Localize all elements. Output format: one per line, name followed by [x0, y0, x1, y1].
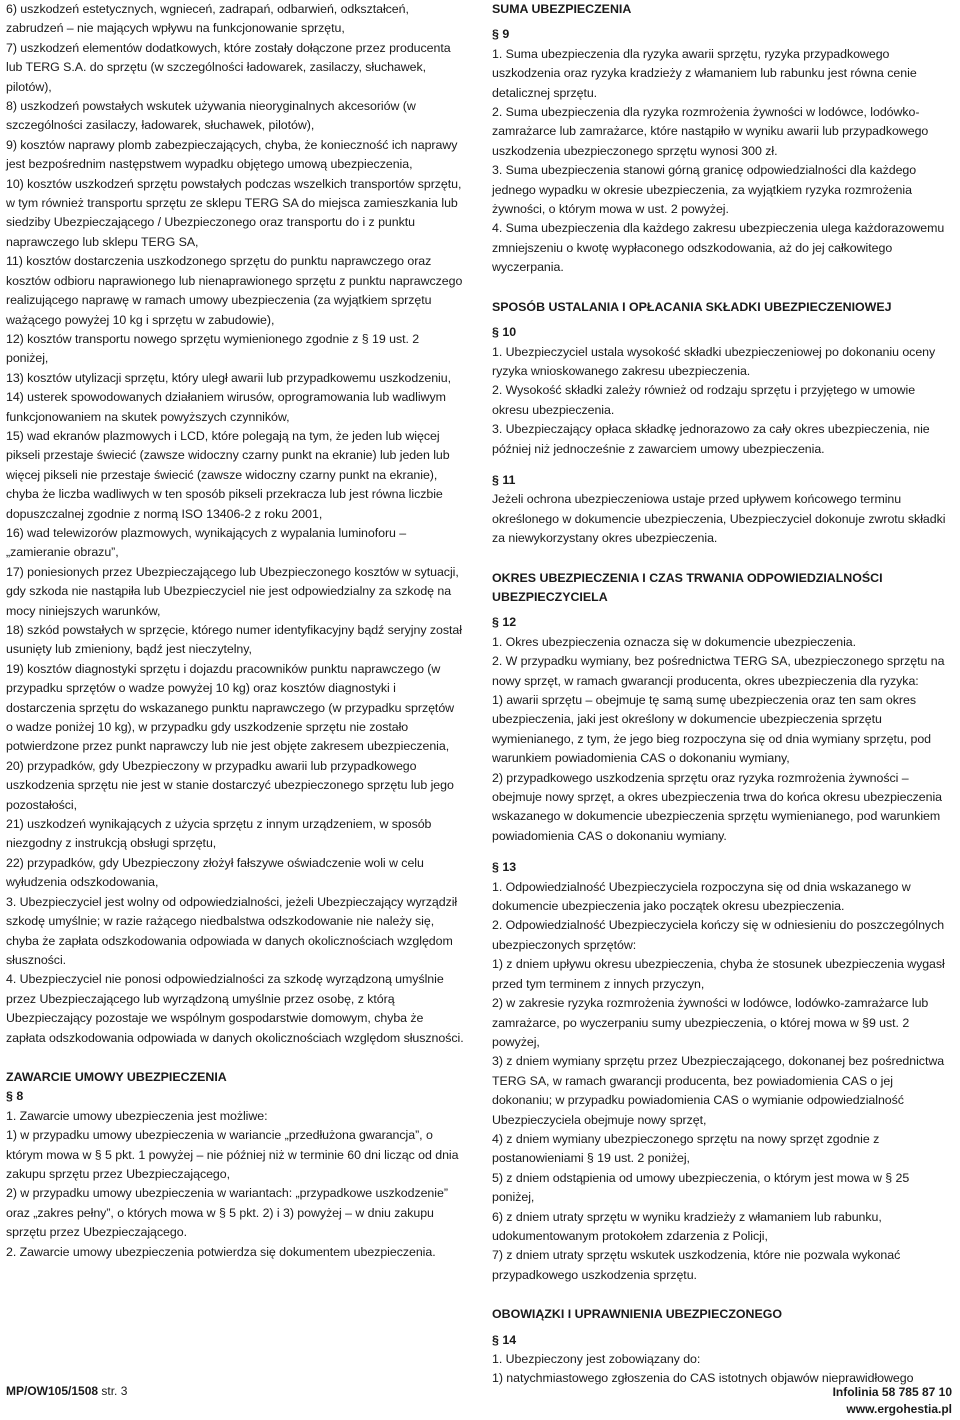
exclusion-item-11: 11) kosztów dostarczenia uszkodzonego sprzętu do punktu naprawczego oraz kosztów odbioru naprawionego lub nienaprawionego sprzętu z punktu naprawczego realizującego naprawę w ramach umowy ubezpieczenia (za wyjątkiem sprzętu ważącego powyżej 10 kg i sprzętu w zabudowie), — [6, 254, 463, 327]
para-13-2-1: 1) z dniem upływu okresu ubezpieczenia, chyba że stosunek ubezpieczenia wygasł przed tym terminem z innych przyczyn, — [492, 957, 945, 991]
para-10-2: 2. Wysokość składki zależy również od rodzaju sprzętu i przyjętego w umowie okresu ubezpieczenia. — [492, 383, 916, 417]
exclusion-item-16: 16) wad telewizorów plazmowych, wynikających z wypalania luminoforu – „zamieranie obrazu”, — [6, 525, 407, 560]
section-mark-11: § 11 — [492, 472, 516, 487]
hotline-number: Infolinia 58 785 87 10 — [832, 1385, 952, 1399]
para-14-1: 1. Ubezpieczony jest zobowiązany do: — [492, 1352, 701, 1366]
para-9-4: 4. Suma ubezpieczenia dla każdego zakresu ubezpieczenia ulega każdorazowemu zmniejszeniu o kwotę wypłaconego odszkodowania, aż do jej całkowitego wyczerpania. — [492, 221, 945, 275]
exclusion-item-20: 20) przypadków, gdy Ubezpieczony w przypadku awarii lub przypadkowego uszkodzenia sprzętu nie jest w stanie dostarczyć ubezpieczonego sprzętu lub jego pozostałości, — [6, 758, 454, 812]
para-13-1: 1. Odpowiedzialność Ubezpieczyciela rozpoczyna się od dnia wskazanego w dokumencie ubezpieczenia jako początek okresu ubezpieczenia. — [492, 879, 911, 914]
section-mark-13: § 13 — [492, 860, 517, 875]
para-8-1: 1. Zawarcie umowy ubezpieczenia jest możliwe: — [6, 1108, 268, 1123]
page-number: str. 3 — [101, 1384, 128, 1398]
para-12-2-2: 2) przypadkowego uszkodzenia sprzętu oraz ryzyka rozmrożenia żywności – obejmuje nowy sprzęt, a okres ubezpieczenia trwa do końca okresu ubezpieczenia wskazanego w dokumencie ubezpieczenia sprzętu wymienianego, pod warunkiem powiadomienia CAS o dokonaniu wymiany. — [492, 770, 942, 843]
para-13-2-3: 3) z dniem wymiany sprzętu przez Ubezpieczającego, dokonanej bez pośrednictwa TERG SA, w ramach gwarancji producenta, bez powiadomienia CAS o jej dokonaniu; w przypadku powiadomienia CAS o wymianie odpowiedzialność Ubezpieczyciela obejmuje nowy sprzęt, — [492, 1054, 945, 1127]
para-13-2: 2. Odpowiedzialność Ubezpieczyciela kończy się w odniesieniu do poszczególnych ubezpieczonych sprzętów: — [492, 918, 945, 952]
para-9-2: 2. Suma ubezpieczenia dla ryzyka rozmrożenia żywności w lodówce, lodówko-zamrażarce lub zamrażarce, które nastąpiło w wyniku awarii lub przypadkowego uszkodzenia ubezpieczonego sprzętu wynosi 300 zł. — [492, 105, 929, 158]
section-heading-zawarcie: ZAWARCIE UMOWY UBEZPIECZENIA — [6, 1069, 227, 1084]
exclusion-item-9: 9) kosztów naprawy plomb zabezpieczających, chyba, że konieczność ich naprawy jest bezpośrednim następstwem wypadku objętego umową ubezpieczenia, — [6, 137, 458, 172]
para-9-3: 3. Suma ubezpieczenia stanowi górną granicę odpowiedzialności dla każdego jednego wypadku w okresie ubezpieczenia, za wyjątkiem ryzyka rozmrożenia żywności, o którym mowa w ust. 2 powyżej. — [492, 163, 917, 217]
exclusion-item-17: 17) poniesionych przez Ubezpieczającego lub Ubezpieczonego kosztów w sytuacji, gdy szkoda nie nastąpiła lub Ubezpieczyciel nie jest odpowiedzialny za szkodę na mocy niniejszych warunków, — [6, 564, 459, 618]
para-12-1: 1. Okres ubezpieczenia oznacza się w dokumencie ubezpieczenia. — [492, 634, 857, 649]
exclusion-item-22: 22) przypadków, gdy Ubezpieczony złożył fałszywe oświadczenie woli w celu wyłudzenia odszkodowania, — [6, 855, 424, 890]
section-mark-8: § 8 — [6, 1089, 24, 1104]
exclusion-item-12: 12) kosztów transportu nowego sprzętu wymienionego zgodnie z § 19 ust. 2 poniżej, — [6, 331, 420, 366]
clause-4: 4. Ubezpieczyciel nie ponosi odpowiedzialności za szkodę wyrządzoną umyślnie przez Ubezpieczającego lub wyrządzoną umyślnie przez osobę, z którą Ubezpieczający pozostaje we wspólnym gospodarstwie domowym, chyba że zapłata odszkodowania odpowiada w danych okolicznościach względom słuszności. — [6, 972, 464, 1045]
para-8-2: 2. Zawarcie umowy ubezpieczenia potwierdza się dokumentem ubezpieczenia. — [6, 1244, 436, 1259]
section-mark-14: § 14 — [492, 1332, 517, 1347]
section-mark-10: § 10 — [492, 325, 517, 340]
section-heading-skladka: SPOSÓB USTALANIA I OPŁACANIA SKŁADKI UBEZPIECZENIOWEJ — [492, 299, 892, 314]
para-10-1: 1. Ubezpieczyciel ustala wysokość składki ubezpieczeniowej po dokonaniu oceny ryzyka wnioskowanego zakresu ubezpieczenia. — [492, 344, 936, 378]
para-12-2: 2. W przypadku wymiany, bez pośrednictwa TERG SA, ubezpieczonego sprzętu na nowy sprzęt, w ramach gwarancji producenta, okres ubezpieczenia dla ryzyka: — [492, 654, 945, 688]
left-column — [6, 0, 464, 1262]
clause-3: 3. Ubezpieczyciel jest wolny od odpowiedzialności, jeżeli Ubezpieczający wyrządził szkodę umyślnie; w razie rażącego niedbalstwa odszkodowanie nie należy się, chyba że zapłata odszkodowania odpowiada w danych okolicznościach względom słuszności. — [6, 894, 458, 967]
exclusion-item-6: 6) uszkodzeń estetycznych, wgnieceń, zadrapań, odbarwień, odkształceń, zabrudzeń – nie mających wpływu na funkcjonowanie sprzętu, — [6, 2, 409, 36]
section-mark-9: § 9 — [492, 27, 510, 42]
section-mark-12: § 12 — [492, 615, 517, 630]
footer-doc-code — [6, 1384, 127, 1398]
para-8-1-2: 2) w przypadku umowy ubezpieczenia w wariantach: „przypadkowe uszkodzenie” oraz „zakres pełny”, o których mowa w § 5 pkt. 2) i 3) powyżej – w dniu zakupu sprzętu przez Ubezpieczającego. — [6, 1186, 448, 1240]
exclusion-item-8: 8) uszkodzeń powstałych wskutek używania nieoryginalnych akcesoriów (w szczególności zasilaczy, ładowarek, słuchawek, pilotów), — [6, 99, 416, 133]
section-heading-obowiazki: OBOWIĄZKI I UPRAWNIENIA UBEZPIECZONEGO — [492, 1307, 783, 1322]
doc-code: MP/OW105/1508 — [6, 1384, 99, 1398]
exclusion-item-14: 14) usterek spowodowanych działaniem wirusów, oprogramowania lub wadliwym funkcjonowaniem na skutek powyższych czynników, — [6, 390, 446, 424]
section-heading-suma: SUMA UBEZPIECZENIA — [492, 2, 632, 16]
website-link[interactable]: www.ergohestia.pl — [846, 1402, 952, 1416]
para-14-1-1: 1) natychmiastowego zgłoszenia do CAS istotnych objawów nieprawidłowego — [492, 1371, 914, 1386]
exclusion-item-18: 18) szkód powstałych w sprzęcie, którego numer identyfikacyjny bądź seryjny został usunięty lub zmieniony, bądź jest nieczytelny, — [6, 623, 462, 657]
exclusion-item-7: 7) uszkodzeń elementów dodatkowych, które zostały dołączone przez producenta lub TERG S.A. do sprzętu (w szczególności ładowarek, zasilaczy, słuchawek, pilotów), — [6, 40, 451, 94]
para-11: Jeżeli ochrona ubezpieczeniowa ustaje przed upływem końcowego terminu określonego w dokumencie ubezpieczenia, Ubezpieczyciel dokonuje zwrotu składki za niewykorzystany okres ubezpieczenia. — [492, 492, 946, 546]
para-13-2-7: 7) z dniem utraty sprzętu wskutek uszkodzenia, które nie pozwala wykonać przypadkowego uszkodzenia sprzętu. — [492, 1248, 901, 1282]
exclusion-item-15: 15) wad ekranów plazmowych i LCD, które polegają na tym, że jeden lub więcej pikseli przestaje świecić (zawsze widoczny czarny punkt na ekranie) lub jeden lub więcej pikseli nie przestaje świecić (zawsze widoczny czarny punkt na ekranie), chyba że liczba wadliwych w ten sposób pikseli przekracza lub jest równa liczbie dopuszczalnej zgodnie z normą ISO 13406-2 z roku 2001, — [6, 428, 450, 521]
para-10-3: 3. Ubezpieczający opłaca składkę jednorazowo za cały okres ubezpieczenia, nie później niż jednocześnie z zawarciem umowy ubezpieczenia. — [492, 422, 930, 456]
exclusion-item-10: 10) kosztów uszkodzeń sprzętu powstałych podczas wszelkich transportów sprzętu, w tym również transportu sprzętu ze sklepu TERG SA do miejsca zamieszkania lub siedziby Ubezpieczającego / Ubezpieczonego oraz transportu do i z punktu naprawczego lub sklepu TERG SA, — [6, 176, 462, 249]
exclusion-item-21: 21) uszkodzeń wynikających z użycia sprzętu z innym urządzeniem, w sposób niezgodny z instrukcją obsługi sprzętu, — [6, 817, 432, 851]
footer-contact — [833, 1384, 952, 1418]
para-13-2-5: 5) z dniem odstąpienia od umowy ubezpieczenia, o którym jest mowa w § 25 poniżej, — [492, 1170, 910, 1205]
para-13-2-6: 6) z dniem utraty sprzętu w wyniku kradzieży z włamaniem lub rabunku, udokumentowanym protokołem zdarzenia z Policji, — [492, 1209, 882, 1243]
para-9-1: 1. Suma ubezpieczenia dla ryzyka awarii sprzętu, ryzyka przypadkowego uszkodzenia oraz ryzyka kradzieży z włamaniem lub rabunku jest równa cenie detalicznej sprzętu. — [492, 46, 917, 100]
para-13-2-2: 2) w zakresie ryzyka rozmrożenia żywności w lodówce, lodówko-zamrażarce lub zamrażarce, po wyczerpaniu sumy ubezpieczenia, o której mowa w §9 ust. 2 powyżej, — [492, 996, 929, 1049]
right-column — [492, 0, 954, 1389]
exclusion-item-13: 13) kosztów utylizacji sprzętu, który uległ awarii lub przypadkowemu uszkodzeniu, — [6, 370, 451, 385]
para-8-1-1: 1) w przypadku umowy ubezpieczenia w wariancie „przedłużona gwarancja”, o którym mowa w § 5 pkt. 1 powyżej – nie później niż w terminie 60 dni licząc od dnia zakupu sprzętu przez Ubezpieczającego, — [6, 1128, 459, 1181]
para-12-2-1: 1) awarii sprzętu – obejmuje tę samą sumę ubezpieczenia oraz ten sam okres ubezpieczenia, jaki jest określony w dokumencie ubezpieczenia sprzętu wymienianego, z tym, że jego bieg rozpoczyna się od dnia wymiany sprzętu, pod warunkiem powiadomienia CAS o dokonaniu wymiany, — [492, 693, 932, 766]
para-13-2-4: 4) z dniem wymiany ubezpieczonego sprzętu na nowy sprzęt zgodnie z postanowieniami § 19 ust. 2 poniżej, — [492, 1131, 880, 1166]
section-heading-okres: OKRES UBEZPIECZENIA I CZAS TRWANIA ODPOWIEDZIALNOŚCI UBEZPIECZYCIELA — [492, 570, 883, 604]
exclusion-item-19: 19) kosztów diagnostyki sprzętu i dojazdu pracowników punktu naprawczego (w przypadku sprzętów o wadze powyżej 10 kg) oraz kosztów diagnostyki i dostarczenia sprzętu do wskazanego punktu naprawczego (w przypadku sprzętów o wadze poniżej 10 kg), w przypadku gdy uszkodzenie sprzętu nie zostało potwierdzone przez punkt naprawczy lub nie jest objęte zakresem ubezpieczenia, — [6, 661, 455, 754]
